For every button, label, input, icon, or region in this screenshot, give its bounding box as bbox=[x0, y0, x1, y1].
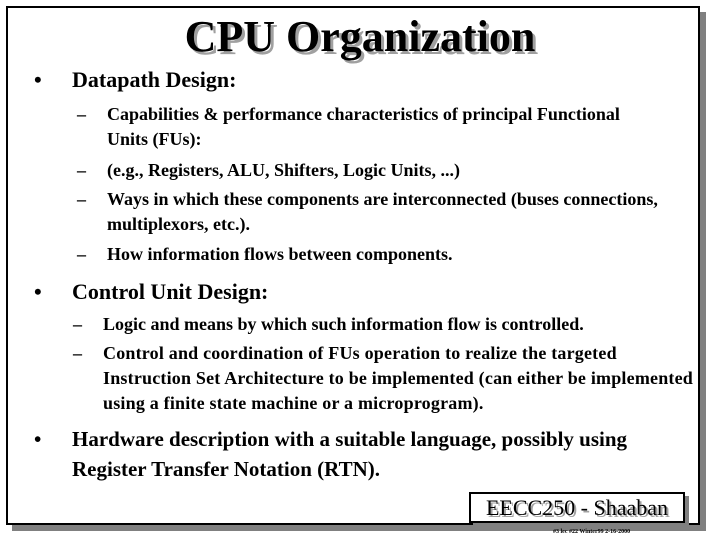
slide-title: CPU Organization bbox=[184, 12, 536, 61]
sub-text: Capabilities & performance characteristics of principal Functional Units (FUs): bbox=[107, 104, 620, 149]
lecture-footer-note: #3 lec #22 Winter99 2-16-2000 bbox=[553, 529, 631, 535]
subitem bbox=[77, 158, 707, 183]
sub-marker: – bbox=[77, 104, 86, 124]
subitem bbox=[73, 312, 713, 337]
bullet-text: Datapath Design: bbox=[72, 67, 237, 92]
sub-marker: – bbox=[77, 189, 86, 209]
bullet-datapath-design bbox=[30, 67, 712, 93]
sub-text: Logic and means by which such information flow is controlled. bbox=[103, 314, 584, 334]
bullet-marker: • bbox=[34, 427, 42, 451]
sub-marker: – bbox=[73, 314, 82, 334]
sub-text: (e.g., Registers, ALU, Shifters, Logic Units, ...) bbox=[107, 160, 460, 180]
bullet-control-unit-design bbox=[30, 279, 712, 305]
sub-marker: – bbox=[73, 343, 82, 363]
sub-text: Ways in which these components are interconnected (buses connections, multiplexors, etc.). bbox=[107, 189, 658, 234]
bullet-text: Control Unit Design: bbox=[72, 279, 269, 304]
course-footer-badge: EECC250 - Shaaban bbox=[469, 492, 685, 523]
subitem bbox=[73, 341, 703, 416]
bullet-hardware-description bbox=[30, 424, 672, 484]
sub-text: Control and coordination of FUs operation to realize the targeted Instruction Set Architecture to be implemented (can either be implemented using a finite state machine or a microprogram). bbox=[103, 343, 694, 413]
bullet-marker: • bbox=[34, 279, 42, 304]
bullet-text: Hardware description with a suitable language, possibly using Register Transfer Notation (RTN). bbox=[72, 427, 628, 481]
subitem bbox=[77, 187, 667, 237]
bullet-marker: • bbox=[34, 67, 42, 92]
sub-marker: – bbox=[77, 160, 86, 180]
sub-marker: – bbox=[77, 244, 86, 264]
sub-text: How information flows between components. bbox=[107, 244, 453, 264]
subitem bbox=[77, 102, 627, 152]
subitem bbox=[77, 242, 707, 267]
